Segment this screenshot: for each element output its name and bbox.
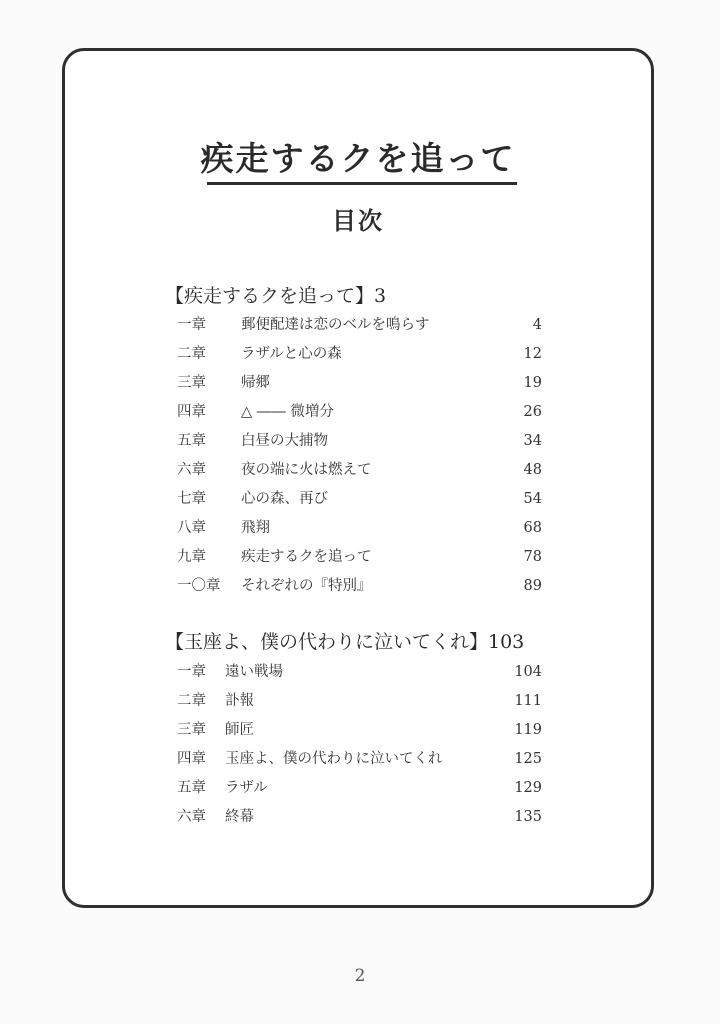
chapter-number: 一章	[177, 317, 206, 333]
section-heading-2: 【玉座よ、僕の代わりに泣いてくれ】103	[165, 631, 525, 653]
chapter-number: 五章	[177, 780, 206, 796]
chapter-title: ラザル	[225, 780, 268, 796]
chapter-number: 四章	[177, 404, 206, 420]
toc-entry[interactable]	[177, 719, 542, 741]
toc-entry[interactable]	[177, 806, 542, 828]
chapter-page: 54	[523, 491, 542, 507]
dot-leader	[369, 343, 509, 365]
chapter-title: それぞれの『特別』	[241, 578, 372, 594]
dot-leader	[289, 517, 509, 539]
dot-leader	[305, 661, 503, 683]
chapter-number: 二章	[177, 346, 206, 362]
toc-frame	[62, 48, 654, 908]
toc-entry[interactable]	[177, 546, 542, 568]
chapter-page: 125	[514, 751, 542, 767]
toc-entry[interactable]	[177, 575, 542, 597]
toc-entry[interactable]	[177, 430, 542, 452]
toc-entry[interactable]	[177, 488, 542, 510]
dot-leader	[287, 777, 503, 799]
chapter-page: 135	[514, 809, 542, 825]
chapter-title: 終幕	[225, 809, 254, 825]
toc-entry[interactable]	[177, 401, 542, 423]
book-title: 疾走するクを追って	[200, 139, 516, 178]
section-heading-1: 【疾走するクを追って】3	[165, 285, 387, 307]
chapter-title: 訃報	[225, 693, 254, 709]
chapter-number: 一〇章	[177, 578, 221, 594]
toc-entry[interactable]	[177, 343, 542, 365]
chapter-number: 六章	[177, 462, 206, 478]
chapter-page: 104	[514, 664, 542, 680]
toc-entry[interactable]	[177, 661, 542, 683]
chapter-title: 白昼の大捕物	[241, 433, 328, 449]
chapter-number: 五章	[177, 433, 206, 449]
dot-leader	[383, 401, 509, 423]
chapter-title: 疾走するクを追って	[241, 549, 372, 565]
chapter-title: 夜の端に火は燃えて	[241, 462, 372, 478]
chapter-title: 遠い戦場	[225, 664, 283, 680]
chapter-title: 郵便配達は恋のベルを鳴らす	[241, 317, 430, 333]
dot-leader	[397, 546, 509, 568]
chapter-number: 七章	[177, 491, 206, 507]
dot-leader	[289, 372, 509, 394]
page-number: 2	[354, 966, 366, 986]
chapter-number: 三章	[177, 722, 206, 738]
chapter-page: 129	[514, 780, 542, 796]
chapter-number: 八章	[177, 520, 206, 536]
chapter-number: 六章	[177, 809, 206, 825]
chapter-page: 89	[523, 578, 542, 594]
chapter-number: 九章	[177, 549, 206, 565]
dot-leader	[479, 748, 509, 770]
chapter-number: 二章	[177, 693, 206, 709]
chapter-page: 68	[523, 520, 542, 536]
dot-leader	[467, 314, 513, 336]
chapter-title: ラザルと心の森	[241, 346, 342, 362]
chapter-title: △ ―― 微増分	[241, 404, 334, 420]
dot-leader	[273, 806, 503, 828]
dot-leader	[397, 459, 509, 481]
chapter-title: 玉座よ、僕の代わりに泣いてくれ	[225, 751, 443, 767]
chapter-page: 19	[523, 375, 542, 391]
dot-leader	[399, 575, 509, 597]
toc-entry[interactable]	[177, 777, 542, 799]
dot-leader	[273, 719, 503, 741]
chapter-page: 111	[514, 693, 542, 709]
chapter-number: 三章	[177, 375, 206, 391]
dot-leader	[353, 488, 509, 510]
chapter-page: 4	[532, 317, 542, 333]
chapter-page: 78	[523, 549, 542, 565]
chapter-page: 48	[523, 462, 542, 478]
toc-entry[interactable]	[177, 690, 542, 712]
toc-heading: 目次	[332, 206, 384, 235]
toc-entry[interactable]	[177, 372, 542, 394]
chapter-number: 四章	[177, 751, 206, 767]
toc-entry[interactable]	[177, 314, 542, 336]
chapter-page: 34	[523, 433, 542, 449]
dot-leader	[273, 690, 503, 712]
title-underline	[207, 182, 517, 185]
toc-entry[interactable]	[177, 517, 542, 539]
chapter-page: 12	[523, 346, 542, 362]
chapter-page: 119	[514, 722, 542, 738]
chapter-title: 師匠	[225, 722, 254, 738]
chapter-number: 一章	[177, 664, 206, 680]
dot-leader	[353, 430, 509, 452]
chapter-page: 26	[523, 404, 542, 420]
toc-entry[interactable]	[177, 459, 542, 481]
toc-entry[interactable]	[177, 748, 542, 770]
chapter-title: 飛翔	[241, 520, 270, 536]
chapter-title: 心の森、再び	[241, 491, 328, 507]
chapter-title: 帰郷	[241, 375, 270, 391]
